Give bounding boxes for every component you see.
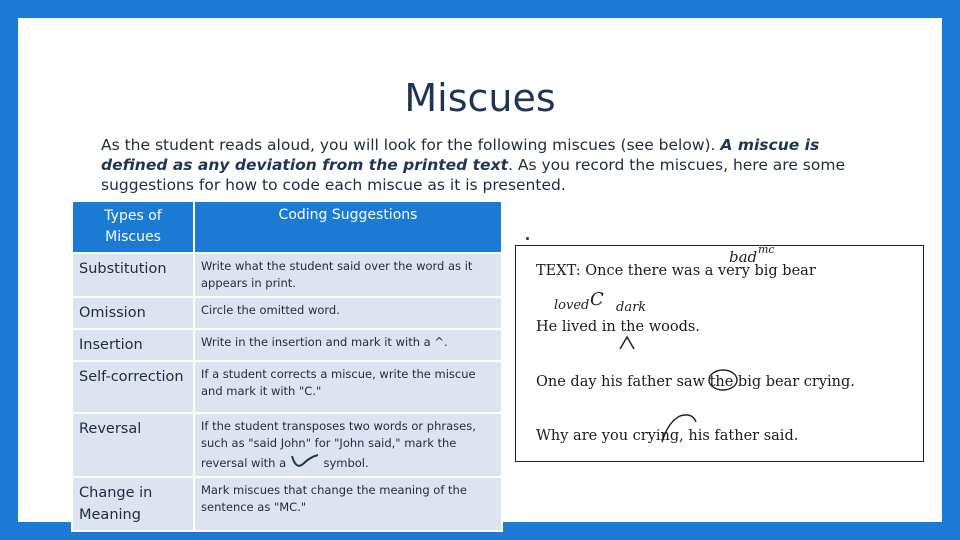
table-row [72, 329, 502, 361]
table-row [72, 413, 502, 477]
row-suggestion: Circle the omitted word. [194, 297, 502, 329]
miscue-table [71, 200, 503, 532]
reversal-text: If the student transposes two words or phrases, such as "said John" for "John said," mark the reversal with a [201, 419, 476, 470]
header-coding: Coding Suggestions [194, 201, 502, 253]
row-type: Change in Meaning [72, 477, 194, 531]
intro-text-1: As the student reads aloud, you will look for the following miscues (see below). [101, 136, 721, 154]
row-type: Self-correction [72, 361, 194, 413]
handwritten-mc: mc [758, 243, 775, 256]
table-row [72, 297, 502, 329]
row-type: Substitution [72, 253, 194, 297]
slide-title: Miscues [404, 76, 556, 120]
row-type: Reversal [72, 413, 194, 477]
reversal-symbol-icon [290, 452, 320, 472]
intro-paragraph [101, 135, 871, 195]
row-suggestion: Write in the insertion and mark it with a ^. [194, 329, 502, 361]
row-type: Insertion [72, 329, 194, 361]
row-suggestion [194, 413, 502, 477]
stray-mark [526, 237, 529, 240]
intro-text-2: . As you record the miscues, here are some suggestions for how to code each miscue as it is presented. [101, 156, 845, 194]
header-types: Types of Miscues [72, 201, 194, 253]
miscue-example-figure [515, 245, 924, 462]
row-suggestion: Write what the student said over the word as it appears in print. [194, 253, 502, 297]
handwritten-loved: loved [554, 298, 590, 313]
figure-line-4: Why are you crying, his father said. [536, 428, 799, 444]
intro-emphasis: A miscue is defined as any deviation from the printed text [101, 136, 820, 174]
row-suggestion: Mark miscues that change the meaning of the sentence as "MC." [194, 477, 502, 531]
table-row [72, 477, 502, 531]
figure-line-2: He lived in the woods. [536, 319, 700, 335]
row-type: Omission [72, 297, 194, 329]
reversal-text-end: symbol. [323, 456, 369, 470]
figure-line-3: One day his father saw the big bear crying. [536, 374, 855, 390]
table-row [72, 361, 502, 413]
handwritten-bad: bad [729, 248, 758, 266]
figure-line-1: TEXT: Once there was a very big bear [536, 263, 816, 279]
insertion-caret-icon [620, 337, 634, 349]
row-suggestion: If a student corrects a miscue, write the miscue and mark it with "C." [194, 361, 502, 413]
handwritten-dark: dark [616, 300, 647, 315]
handwritten-c: C [590, 289, 604, 310]
table-header-row [72, 201, 502, 253]
table-row [72, 253, 502, 297]
